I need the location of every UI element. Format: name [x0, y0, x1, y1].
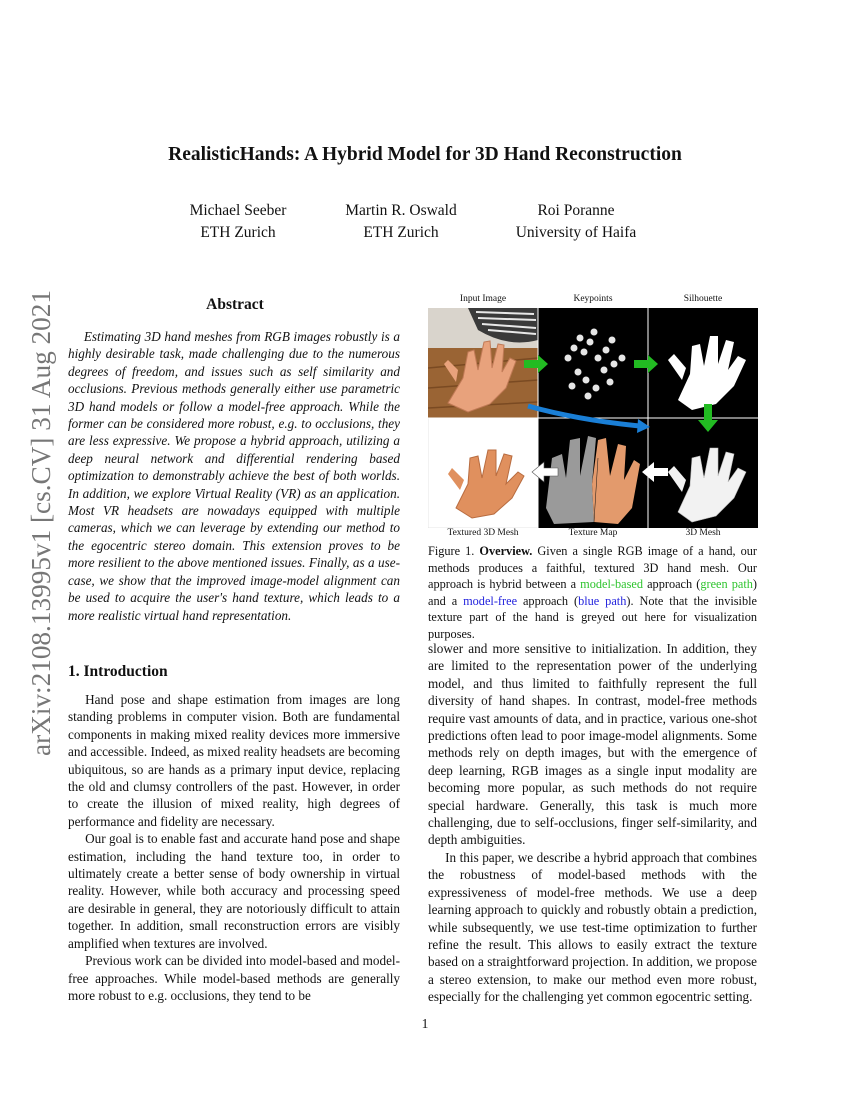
author-affiliation: ETH Zurich — [200, 224, 276, 241]
arxiv-identifier: arXiv:2108.13995v1 [cs.CV] 31 Aug 2021 — [26, 294, 56, 756]
caption-label: Figure 1. — [428, 544, 475, 558]
paper-title: RealisticHands: A Hybrid Model for 3D Hand Reconstruction — [168, 144, 682, 165]
label-silhouette: Silhouette — [683, 294, 723, 304]
introduction-heading: 1. Introduction — [68, 663, 168, 680]
keypoints-panel — [538, 308, 648, 418]
label-keypoints: Keypoints — [573, 294, 613, 304]
silhouette-panel — [648, 308, 758, 418]
author-1 — [143, 200, 333, 244]
figure-1 — [428, 294, 758, 542]
author-name: Michael Seeber — [189, 202, 287, 219]
author-affiliation: ETH Zurich — [363, 224, 439, 241]
page-number: 1 — [421, 1016, 429, 1031]
label-texture-map: Texture Map — [568, 528, 618, 538]
author-3 — [481, 200, 671, 244]
author-2 — [306, 200, 496, 244]
left-column-text — [68, 691, 400, 1004]
caption-text: Given a single RGB image of a hand, our methods produces a faithful, textured 3D hand mesh. Our approach is hybrid between a — [428, 544, 757, 592]
input-image-panel — [428, 308, 538, 418]
caption-green-path: green path — [700, 577, 753, 592]
figure-pipeline-image — [428, 308, 758, 528]
paragraph: slower and more sensitive to initialization. In addition, they are limited to the representation power of the underlying model, and thus limited to faithfully represent the full diversity of hand shapes. In contrast, model-free methods require vast amounts of data, and in practice, various one-shot predictions often lead to poor image-model alignments. Some methods rely on depth images, but with the emergence of deep learning, RGB images as a single input modality are becoming more popular, as such methods do not require special hardware. Generally, this task is much more challenging, due to self-occlusions, finger self-similarity, and depth ambiguities. — [428, 641, 757, 848]
label-textured-mesh: Textured 3D Mesh — [447, 528, 519, 538]
abstract-heading: Abstract — [206, 296, 264, 313]
caption-text: ) and a — [428, 577, 757, 608]
paragraph: Our goal is to enable fast and accurate hand pose and shape estimation, including the hand texture too, in order to ultimately create a better sense of body ownership in virtual reality. However, while both accuracy and processing speed are desirable in general, they are notoriously difficult to attain together. In addition, small reconstruction errors are visibly amplified when textures are involved. — [68, 831, 400, 951]
caption-text: ). Note that the invisible texture part of the hand is greyed out here for visualization purposes. — [428, 593, 757, 641]
caption-green-term: model-based — [580, 577, 644, 592]
paragraph: In this paper, we describe a hybrid approach that combines the robustness of model-based methods with the expressiveness of model-free methods. We use a deep learning approach to quickly and robustly obtain a prediction, while subsequently, we use test-time optimization to further refine the result. This allows to easily extract the texture based on a straightforward projection. In addition, we propose a stereo extension, to make our method even more robust, especially for the challenging yet common egocentric setting. — [428, 849, 757, 1005]
caption-blue-term: model-free — [463, 593, 518, 608]
abstract-text: Estimating 3D hand meshes from RGB images robustly is a highly desirable task, made challenging due to the numerous degrees of freedom, and issues such as self similarity and occlusions. Previous methods generally either use parametric 3D hand models or follow a model-free approach. While the former can be considered more robust, e.g. to occlusions, they are less expressive. We propose a hybrid approach, utilizing a deep neural network and differential rendering based optimization to demonstrably achieve the best of both worlds. In addition, we explore Virtual Reality (VR) as an application. Most VR headsets are nowadays equipped with multiple cameras, which we can leverage by extending our method to the egocentric stereo domain. This extension proves to be more resilient to the above mentioned issues. Finally, as a use-case, we show that the improved image-model alignment can be used to acquire the user's hand texture, which leads to a more realistic virtual hand representation. — [68, 329, 400, 623]
caption-text: approach ( — [647, 577, 701, 592]
author-affiliation: University of Haifa — [515, 224, 637, 241]
textured-mesh-panel — [428, 418, 538, 528]
author-name: Roi Poranne — [537, 202, 615, 219]
abstract-body — [68, 328, 400, 624]
right-column-text — [428, 640, 757, 1006]
paragraph: Previous work can be divided into model-based and model-free approaches. While model-based methods are generally more robust to e.g. occlusions, they tend to be — [68, 953, 400, 1003]
label-3d-mesh: 3D Mesh — [685, 528, 721, 538]
caption-blue-path: blue path — [578, 593, 627, 608]
figure-caption — [428, 543, 757, 643]
caption-text: approach ( — [522, 593, 579, 608]
figure-top-labels — [428, 294, 758, 308]
caption-bold: Overview. — [479, 544, 533, 558]
label-input-image: Input Image — [459, 294, 507, 304]
author-name: Martin R. Oswald — [345, 202, 457, 219]
arxiv-stamp — [6, 286, 66, 756]
figure-bottom-labels — [428, 528, 758, 542]
paragraph: Hand pose and shape estimation from images are long standing problems in computer vision. Both are fundamental components in making mixed reality devices more immersive and accessible. Indeed, as mixed reality headsets are becoming ubiquitous, so are hands as a primary input device, replacing the old and clumsy controllers of the past. However, in order to create the illusion of mixed reality, high degrees of performance and fidelity are necessary. — [68, 692, 400, 829]
